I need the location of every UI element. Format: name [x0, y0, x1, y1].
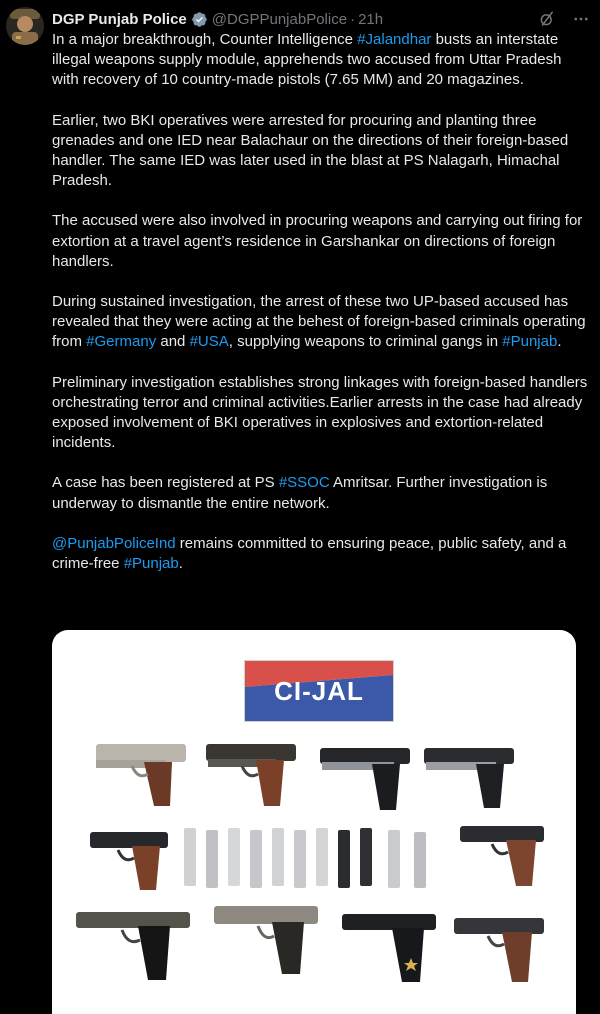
magazines: [182, 826, 442, 894]
text-segment: The accused were also involved in procuring weapons and carrying out firing for extortion at a travel agent’s residence in Garshankar on directions of foreign handlers.: [52, 212, 583, 270]
text-segment: and: [156, 333, 190, 351]
tweet-paragraph: [52, 473, 588, 513]
text-segment: .: [557, 333, 562, 351]
avatar[interactable]: [6, 7, 44, 45]
header-separator: ·: [350, 10, 356, 28]
mention-link[interactable]: @PunjabPoliceInd: [52, 534, 176, 552]
hashtag-link[interactable]: #USA: [189, 333, 229, 351]
tweet-paragraph: [52, 373, 588, 454]
hashtag-link[interactable]: #Germany: [86, 333, 157, 351]
text-segment: Preliminary investigation establishes strong linkages with foreign-based handlers orchestrating terror and criminal activities.Earlier arrests in the case had already exposed involvement of BKI operatives in explosives and extortion-related incidents.: [52, 373, 588, 452]
pistol-black-star-9: [340, 908, 440, 984]
text-segment: A case has been registered at PS: [52, 474, 279, 492]
grok-icon[interactable]: [538, 10, 556, 28]
text-segment: During sustained investigation, the arrest of these two UP-based accused has revealed that they were acting at the behest of foreign-based criminals operating from: [52, 293, 586, 351]
pistol-black-4: [420, 742, 520, 812]
hashtag-link[interactable]: #Punjab: [123, 555, 179, 573]
tweet-paragraph: [52, 211, 588, 272]
tweet-media-image[interactable]: [52, 630, 576, 1014]
pistol-black-brown-5: [88, 826, 172, 894]
tweet-paragraph: [52, 534, 588, 574]
pistol-silver-8: [212, 900, 322, 976]
ci-jal-badge: [244, 660, 394, 722]
author-handle[interactable]: @DGPPunjabPolice: [211, 10, 348, 28]
pistol-black-brown-6: [458, 820, 548, 890]
text-segment: Amritsar. Further investigation is underway to dismantle the entire network.: [52, 474, 548, 512]
tweet-paragraph: [52, 292, 588, 353]
text-segment: busts an interstate illegal weapons supply module, apprehends two accused from Uttar Pradesh with recovery of 10 country-made pistols (7.65 MM) and 20 magazines.: [52, 31, 562, 89]
tweet-header: [52, 8, 590, 30]
more-options-icon[interactable]: [572, 10, 590, 28]
text-segment: Earlier, two BKI operatives were arrested for procuring and planting three grenades and one IED near Balachaur on the directions of their foreign-based handler. The same IED was later used in the blast at PS Nalagarh, Himachal Pradesh.: [52, 111, 569, 190]
verified-badge-icon: [191, 11, 208, 28]
author-name[interactable]: DGP Punjab Police: [52, 10, 187, 28]
text-segment: .: [178, 555, 183, 573]
avatar-image: [6, 7, 44, 45]
hashtag-link[interactable]: #Jalandhar: [357, 31, 432, 48]
pistol-dark-7: [74, 906, 194, 982]
pistol-dark-10: [452, 912, 548, 984]
text-segment: remains committed to ensuring peace, public safety, and a crime-free: [52, 534, 567, 573]
badge-text: CI-JAL: [274, 675, 364, 706]
pistol-black-3: [316, 742, 416, 812]
hashtag-link[interactable]: #SSOC: [278, 474, 330, 492]
tweet-paragraph: [52, 111, 588, 192]
hashtag-link[interactable]: #Punjab: [502, 333, 558, 351]
timestamp[interactable]: 21h: [358, 10, 384, 28]
text-segment: In a major breakthrough, Counter Intelligence: [52, 31, 358, 48]
pistol-dark-2: [202, 738, 302, 808]
tweet-paragraph: [52, 30, 588, 91]
text-segment: , supplying weapons to criminal gangs in: [228, 333, 503, 351]
tweet-text: [52, 30, 588, 594]
pistol-silver-1: [92, 738, 192, 808]
